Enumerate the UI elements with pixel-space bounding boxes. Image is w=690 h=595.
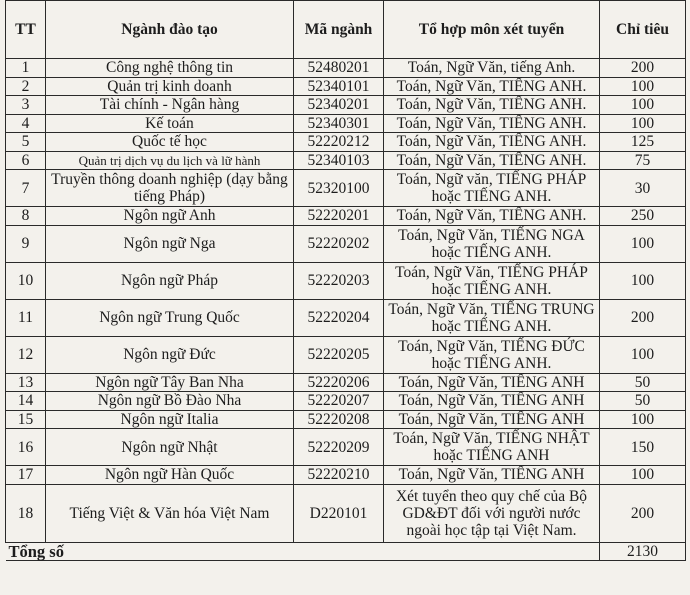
header-to-hop: Tổ hợp môn xét tuyển <box>384 1 600 59</box>
cell-ma-nganh: 52220207 <box>294 392 384 411</box>
cell-to-hop: Toán, Ngữ Văn, TIẾNG ANH <box>384 373 600 392</box>
cell-ma-nganh: 52220208 <box>294 410 384 429</box>
cell-nganh: Ngôn ngữ Tây Ban Nha <box>46 373 294 392</box>
table-row <box>6 96 686 115</box>
cell-tt: 5 <box>6 133 46 152</box>
cell-tt: 18 <box>6 484 46 542</box>
cell-tt: 17 <box>6 466 46 485</box>
table-row <box>6 299 686 336</box>
cell-chi-tieu: 100 <box>600 336 686 373</box>
cell-chi-tieu: 150 <box>600 429 686 466</box>
header-chi-tieu: Chỉ tiêu <box>600 1 686 59</box>
cell-chi-tieu: 200 <box>600 59 686 78</box>
table-row <box>6 262 686 299</box>
cell-nganh: Ngôn ngữ Anh <box>46 207 294 226</box>
cell-nganh: Ngôn ngữ Nga <box>46 225 294 262</box>
cell-to-hop: Toán, Ngữ Văn, tiếng Anh. <box>384 59 600 78</box>
cell-to-hop: Toán, Ngữ Văn, TIẾNG ANH. <box>384 133 600 152</box>
cell-ma-nganh: 52220204 <box>294 299 384 336</box>
cell-ma-nganh: 52340101 <box>294 77 384 96</box>
cell-tt: 12 <box>6 336 46 373</box>
cell-to-hop: Toán, Ngữ Văn, TIẾNG ANH <box>384 392 600 411</box>
cell-to-hop: Xét tuyển theo quy chế của Bộ GD&ĐT đối với người nước ngoài học tập tại Việt Nam. <box>384 484 600 542</box>
cell-ma-nganh: 52320100 <box>294 170 384 207</box>
cell-chi-tieu: 50 <box>600 373 686 392</box>
cell-ma-nganh: 52220210 <box>294 466 384 485</box>
cell-to-hop: Toán, Ngữ Văn, TIẾNG ANH. <box>384 114 600 133</box>
cell-chi-tieu: 100 <box>600 225 686 262</box>
cell-chi-tieu: 100 <box>600 77 686 96</box>
table-row <box>6 466 686 485</box>
table-row <box>6 133 686 152</box>
cell-to-hop: Toán, Ngữ Văn, TIẾNG TRUNG hoặc TIẾNG ANH. <box>384 299 600 336</box>
cell-nganh: Ngôn ngữ Đức <box>46 336 294 373</box>
header-ma-nganh: Mã ngành <box>294 1 384 59</box>
cell-nganh: Ngôn ngữ Italia <box>46 410 294 429</box>
table-row <box>6 484 686 542</box>
table-row <box>6 225 686 262</box>
cell-to-hop: Toán, Ngữ Văn, TIẾNG PHÁP hoặc TIẾNG ANH. <box>384 262 600 299</box>
cell-nganh: Tài chính - Ngân hàng <box>46 96 294 115</box>
cell-ma-nganh: D220101 <box>294 484 384 542</box>
admission-table-container <box>5 0 685 561</box>
cell-tt: 15 <box>6 410 46 429</box>
cell-tt: 9 <box>6 225 46 262</box>
cell-to-hop: Toán, Ngữ Văn, TIẾNG ANH. <box>384 77 600 96</box>
cell-nganh: Ngôn ngữ Nhật <box>46 429 294 466</box>
cell-nganh: Truyền thông doanh nghiệp (dạy bằng tiếng Pháp) <box>46 170 294 207</box>
cell-tt: 4 <box>6 114 46 133</box>
cell-ma-nganh: 52220212 <box>294 133 384 152</box>
cell-chi-tieu: 100 <box>600 466 686 485</box>
cell-tt: 16 <box>6 429 46 466</box>
table-row <box>6 392 686 411</box>
cell-chi-tieu: 200 <box>600 484 686 542</box>
table-row <box>6 114 686 133</box>
table-body <box>6 59 686 561</box>
cell-ma-nganh: 52220209 <box>294 429 384 466</box>
cell-ma-nganh: 52220203 <box>294 262 384 299</box>
total-label: Tổng số <box>6 542 600 561</box>
table-row <box>6 410 686 429</box>
cell-chi-tieu: 75 <box>600 151 686 170</box>
cell-tt: 1 <box>6 59 46 78</box>
cell-tt: 13 <box>6 373 46 392</box>
table-row <box>6 207 686 226</box>
cell-tt: 3 <box>6 96 46 115</box>
cell-tt: 11 <box>6 299 46 336</box>
cell-ma-nganh: 52220205 <box>294 336 384 373</box>
cell-to-hop: Toán, Ngữ văn, TIẾNG PHÁP hoặc TIẾNG ANH. <box>384 170 600 207</box>
cell-chi-tieu: 100 <box>600 114 686 133</box>
cell-nganh: Ngôn ngữ Trung Quốc <box>46 299 294 336</box>
cell-to-hop: Toán, Ngữ Văn, TIẾNG ANH. <box>384 151 600 170</box>
cell-chi-tieu: 30 <box>600 170 686 207</box>
cell-tt: 6 <box>6 151 46 170</box>
cell-to-hop: Toán, Ngữ Văn, TIẾNG ANH <box>384 466 600 485</box>
cell-chi-tieu: 50 <box>600 392 686 411</box>
cell-nganh: Ngôn ngữ Pháp <box>46 262 294 299</box>
cell-nganh: Quốc tế học <box>46 133 294 152</box>
cell-ma-nganh: 52340103 <box>294 151 384 170</box>
table-row <box>6 170 686 207</box>
cell-chi-tieu: 125 <box>600 133 686 152</box>
cell-to-hop: Toán, Ngữ Văn, TIẾNG ANH. <box>384 207 600 226</box>
cell-tt: 7 <box>6 170 46 207</box>
table-row <box>6 429 686 466</box>
cell-to-hop: Toán, Ngữ Văn, TIẾNG ANH <box>384 410 600 429</box>
table-row <box>6 373 686 392</box>
cell-to-hop: Toán, Ngữ Văn, TIẾNG ANH. <box>384 96 600 115</box>
cell-nganh: Ngôn ngữ Hàn Quốc <box>46 466 294 485</box>
cell-ma-nganh: 52220202 <box>294 225 384 262</box>
cell-ma-nganh: 52220201 <box>294 207 384 226</box>
cell-chi-tieu: 100 <box>600 262 686 299</box>
cell-to-hop: Toán, Ngữ Văn, TIẾNG NGA hoặc TIẾNG ANH. <box>384 225 600 262</box>
cell-to-hop: Toán, Ngữ Văn, TIẾNG ĐỨC hoặc TIẾNG ANH. <box>384 336 600 373</box>
header-tt: TT <box>6 1 46 59</box>
cell-nganh: Ngôn ngữ Bồ Đào Nha <box>46 392 294 411</box>
cell-nganh: Kế toán <box>46 114 294 133</box>
cell-nganh: Quản trị kinh doanh <box>46 77 294 96</box>
table-row <box>6 59 686 78</box>
total-row <box>6 542 686 561</box>
admission-table <box>5 0 686 561</box>
cell-ma-nganh: 52480201 <box>294 59 384 78</box>
cell-chi-tieu: 200 <box>600 299 686 336</box>
header-nganh: Ngành đào tạo <box>46 1 294 59</box>
table-row <box>6 336 686 373</box>
table-row <box>6 77 686 96</box>
cell-tt: 10 <box>6 262 46 299</box>
cell-nganh: Công nghệ thông tin <box>46 59 294 78</box>
cell-chi-tieu: 100 <box>600 96 686 115</box>
cell-tt: 8 <box>6 207 46 226</box>
cell-nganh: Quản trị dịch vụ du lịch và lữ hành <box>46 151 294 170</box>
cell-ma-nganh: 52220206 <box>294 373 384 392</box>
cell-ma-nganh: 52340301 <box>294 114 384 133</box>
cell-chi-tieu: 100 <box>600 410 686 429</box>
table-row <box>6 151 686 170</box>
cell-nganh: Tiếng Việt & Văn hóa Việt Nam <box>46 484 294 542</box>
cell-tt: 2 <box>6 77 46 96</box>
cell-to-hop: Toán, Ngữ Văn, TIẾNG NHẬT hoặc TIẾNG ANH <box>384 429 600 466</box>
table-header-row <box>6 1 686 59</box>
cell-ma-nganh: 52340201 <box>294 96 384 115</box>
cell-chi-tieu: 250 <box>600 207 686 226</box>
cell-tt: 14 <box>6 392 46 411</box>
total-value: 2130 <box>600 542 686 561</box>
